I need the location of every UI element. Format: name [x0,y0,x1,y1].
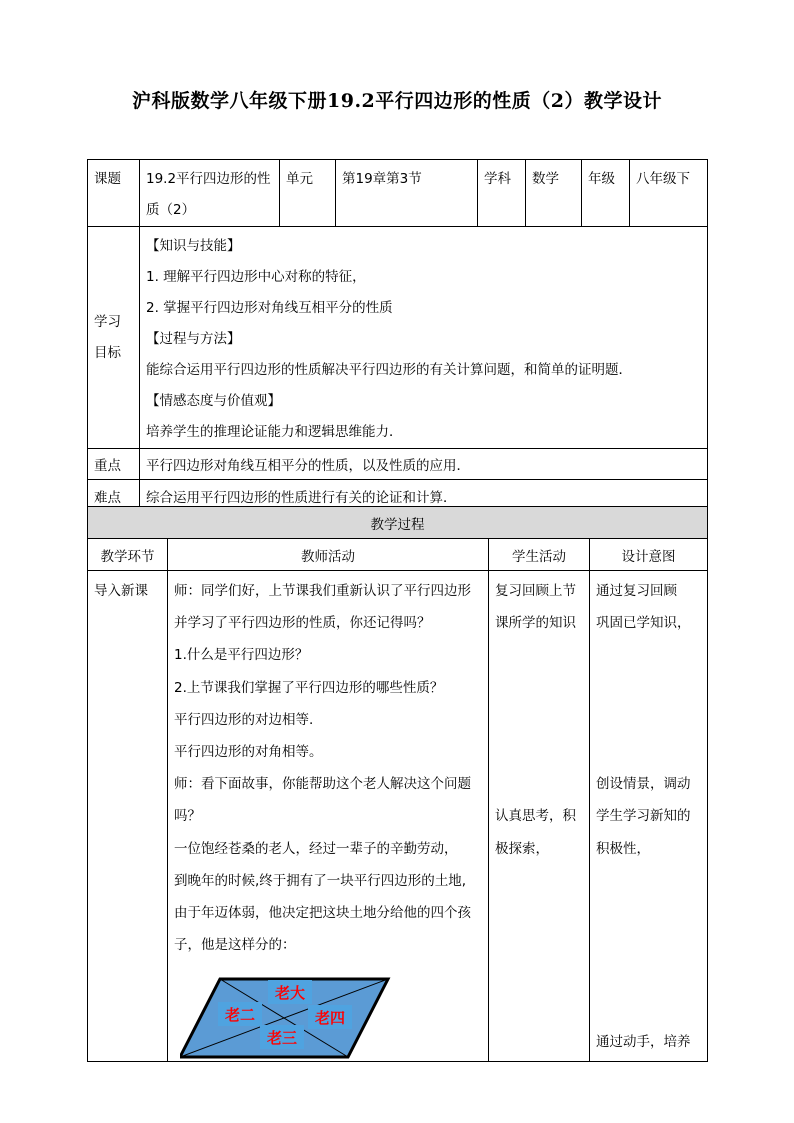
subject-label: 学科 [478,160,526,227]
key-point-label: 重点 [88,449,140,480]
difficulty-label: 难点 [88,480,140,512]
topic-label: 课题 [88,160,140,227]
student-line [495,672,584,704]
knowledge-heading: 【知识与技能】 [146,238,241,254]
label-laosi [308,1005,352,1029]
process-heading: 教学过程 [88,507,708,539]
process-columns-row [88,539,708,571]
teacher-line: 吗？ [174,808,201,825]
design-line: 创设情景，调动 [596,776,691,793]
design-line: 通过动手，培养 [596,1033,691,1050]
label-laoda [268,980,312,1004]
teacher-line: 并学习了平行四边形的性质，你还记得吗？ [174,615,431,632]
student-line: 极探索， [495,840,549,857]
subject-value: 数学 [526,160,582,227]
design-line: 通过复习回顾 [596,583,677,599]
col-student: 学生活动 [489,539,590,571]
objectives-row [88,227,708,449]
design-line [596,736,702,768]
student-line [495,736,584,768]
col-teacher: 教师活动 [168,539,489,571]
label-text-laosan: 老三 [266,1029,298,1048]
student-line [495,768,584,800]
teacher-line: 到晚年的时候,终于拥有了一块平行四边形的土地, [174,872,467,889]
process-heading-row [88,507,708,539]
knowledge-item-1: 1. 理解平行四边形中心对称的特征， [146,269,366,285]
process-heading: 【过程与方法】 [146,331,241,347]
topic-value: 19.2平行四边形的性质（2） [140,160,280,227]
teacher-lines [174,575,483,961]
student-line: 认真思考，积 [495,808,576,825]
attitude-heading: 【情感态度与价值观】 [146,393,281,409]
student-line: 复习回顾上节 [495,583,576,599]
label-text-laoda: 老大 [274,984,306,1003]
difficulty-text: 综合运用平行四边形的性质进行有关的论证和计算． [140,480,708,512]
student-line [495,704,584,736]
student-line: 课所学的知识 [495,615,576,632]
objectives-label: 学习目标 [88,227,140,449]
label-laosan [260,1025,304,1049]
process-body-row [88,571,708,1062]
unit-label: 单元 [280,160,336,227]
teacher-line: 由于年迈体弱，他决定把这块土地分给他的四个孩 [174,905,471,922]
design-line: 学生学习新知的 [596,808,691,825]
design-line [596,929,702,961]
teacher-activity [168,571,489,1062]
knowledge-item-2: 2. 掌握平行四边形对角线互相平分的性质 [146,300,393,316]
teacher-line: 平行四边形的对边相等. [174,711,314,728]
design-intent [590,571,708,1062]
process-text: 能综合运用平行四边形的性质解决平行四边形的有关计算问题，和简单的证明题． [146,362,632,378]
design-line: 巩固已学知识， [596,615,691,632]
process-table [87,506,708,1062]
grade-label: 年级 [582,160,630,227]
page-title: 沪科版数学八年级下册19.2平行四边形的性质（2）教学设计 [132,90,662,112]
label-text-laosi: 老四 [314,1009,346,1028]
design-line [596,704,702,736]
key-point-text: 平行四边形对角线互相平分的性质，以及性质的应用． [140,449,708,480]
design-line [596,897,702,929]
label-laoer [218,1002,262,1026]
objectives-content [140,227,708,449]
design-line [596,961,702,993]
grade-value: 八年级下 [630,160,708,227]
design-lines [596,575,702,1058]
student-activity [489,571,590,1062]
unit-value: 第19章第3节 [336,160,478,227]
info-row [88,160,708,227]
design-line: 积极性， [596,840,650,857]
design-line [596,865,702,897]
parallelogram-diagram [180,975,392,1061]
teacher-line: 师：同学们好，上节课我们重新认识了平行四边形 [174,583,471,599]
col-design: 设计意图 [590,539,708,571]
teacher-line: 平行四边形的对角相等。 [174,744,323,761]
col-stage: 教学环节 [88,539,168,571]
design-line [596,639,702,671]
design-line [596,994,702,1026]
design-line [596,672,702,704]
info-table [87,159,708,512]
student-lines [495,575,584,865]
teacher-line: 一位饱经苍桑的老人，经过一辈子的辛勤劳动， [174,840,458,857]
teacher-line: 1.什么是平行四边形？ [174,647,309,664]
teacher-line: 2.上节课我们掌握了平行四边形的哪些性质？ [174,679,444,696]
teacher-line: 子，他是这样分的： [174,937,296,954]
stage-cell: 导入新课 [88,571,168,1062]
attitude-text: 培养学生的推理论证能力和逻辑思维能力． [146,424,403,440]
key-point-row [88,449,708,480]
label-text-laoer: 老二 [224,1006,256,1025]
teacher-line: 师：看下面故事，你能帮助这个老人解决这个问题 [174,776,471,793]
student-line [495,639,584,671]
